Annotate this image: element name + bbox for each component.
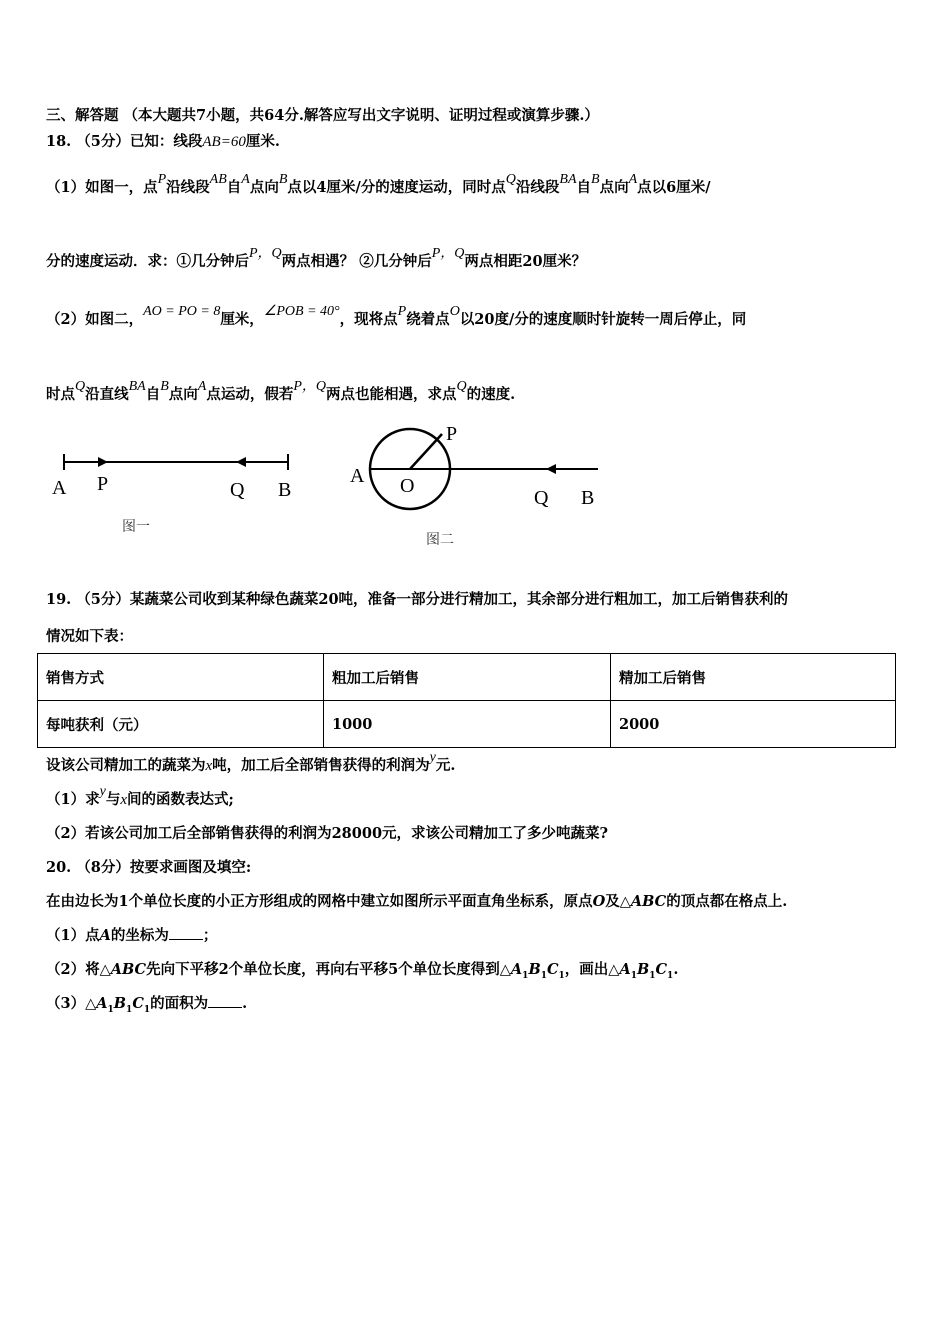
table-header-cell: 精加工后销售 — [611, 654, 896, 701]
text: 自 — [145, 386, 161, 403]
text: 点向 — [168, 386, 198, 403]
subscript: 1 — [522, 970, 529, 981]
subscript: 1 — [630, 970, 637, 981]
text: 元. — [435, 757, 456, 774]
profit-table — [37, 653, 896, 748]
var-ba: BA — [559, 172, 577, 187]
text: 点向 — [249, 179, 279, 196]
q18-part1-line1 — [46, 172, 711, 197]
var-x: x — [205, 758, 213, 774]
table-cell: 每吨获利（元） — [38, 701, 324, 748]
var-b1: B — [113, 995, 127, 1012]
var-o: O — [449, 304, 460, 319]
text: 设该公司精加工的蔬菜为 — [46, 757, 206, 774]
q18-part1-line2 — [46, 246, 587, 271]
answer-blank[interactable] — [169, 927, 203, 940]
text: 点运动，假若 — [206, 386, 294, 403]
var-abc: ABC — [630, 893, 667, 910]
text: 点以6厘米/ — [637, 179, 711, 196]
var-a1: A — [619, 961, 631, 978]
var-c1: C — [132, 995, 144, 1012]
var-y: y — [429, 750, 436, 765]
text: 沿线段 — [515, 179, 560, 196]
text: 与 — [105, 791, 121, 808]
subscript: 1 — [649, 970, 656, 981]
var-q: Q — [505, 172, 516, 187]
fig1-label-b: B — [278, 479, 292, 501]
var-b: B — [160, 379, 169, 394]
var-b1: B — [636, 961, 650, 978]
var-p: P — [157, 172, 167, 187]
var-a: A — [241, 172, 250, 187]
q18-part2-line1 — [46, 304, 747, 329]
text: . — [242, 995, 248, 1012]
text: 自 — [576, 179, 592, 196]
table-header-row — [38, 654, 896, 701]
text: 两点也能相遇，求点 — [326, 386, 457, 403]
table-cell: 1000 — [324, 701, 611, 748]
text: 自 — [226, 179, 242, 196]
text: 两点相遇？ ②几分钟后 — [281, 253, 432, 270]
table-cell: 2000 — [611, 701, 896, 748]
q18-seg-ab: AB — [202, 134, 221, 150]
fig1-label-q: Q — [230, 479, 245, 501]
eq-ao-po: AO = PO = 8 — [143, 304, 221, 319]
text: 绕着点 — [406, 311, 450, 328]
var-a: A — [197, 379, 207, 394]
var-a1: A — [510, 961, 523, 978]
text: 点向 — [599, 179, 629, 196]
text: ； — [202, 927, 218, 944]
section-header: 三、解答题 （本大题共7小题，共64分.解答应写出文字说明、证明过程或演算步骤.） — [46, 107, 599, 124]
text: 吨，加工后全部销售获得的利润为 — [212, 757, 430, 774]
table-header-cell: 销售方式 — [38, 654, 324, 701]
table-row — [38, 701, 896, 748]
q19-q2: （2）若该公司加工后全部销售获得的利润为28000元，求该公司精加工了多少吨蔬菜? — [46, 825, 609, 842]
q18-title — [46, 130, 280, 151]
fig2-label-b: B — [581, 487, 595, 509]
subscript: 1 — [126, 1004, 133, 1015]
text: 分的速度运动．求：①几分钟后 — [46, 253, 249, 270]
text: 的顶点都在格点上. — [666, 893, 788, 910]
var-o: O — [592, 893, 606, 910]
fig1-label-a: A — [52, 477, 67, 499]
text: 的速度. — [466, 386, 516, 403]
q20-title: 20. （8分）按要求画图及填空: — [46, 859, 252, 876]
text: （1）点 — [46, 927, 100, 944]
q19-line3 — [46, 750, 456, 775]
figure-one — [40, 440, 320, 550]
subscript: 1 — [143, 1004, 151, 1015]
q18-part2-line2 — [46, 379, 516, 404]
text: 以20度/分的速度顺时针旋转一周后停止，同 — [459, 311, 747, 328]
text: 先向下平移2个单位长度，再向右平移5个单位长度得到△ — [146, 961, 511, 978]
q20-intro — [46, 890, 787, 911]
text: 时点 — [46, 386, 75, 403]
var-q: Q — [75, 379, 86, 394]
text: 厘米， — [220, 311, 264, 328]
text: 的坐标为 — [110, 927, 169, 944]
text: 及△ — [605, 893, 631, 910]
figure-two — [340, 420, 620, 555]
var-ba: BA — [128, 379, 146, 394]
q18-title-text: 18. （5分）已知：线段 — [46, 133, 203, 150]
q20-q2 — [46, 958, 678, 981]
q20-q3 — [46, 992, 247, 1015]
subscript: 1 — [540, 970, 547, 981]
table-header-cell: 粗加工后销售 — [324, 654, 611, 701]
text: 间的函数表达式; — [126, 791, 234, 808]
text: 在由边长为1个单位长度的小正方形组成的网格中建立如图所示平面直角坐标系，原点 — [46, 893, 593, 910]
q19-line2: 情况如下表： — [46, 628, 133, 645]
var-ab: AB — [209, 172, 227, 187]
text: ，画出△ — [564, 961, 620, 978]
text: （2）如图二， — [46, 311, 144, 328]
var-pq: P，Q — [249, 246, 282, 261]
fig2-caption: 图二 — [426, 532, 454, 548]
text: （1）求 — [46, 791, 100, 808]
var-b: B — [278, 172, 288, 187]
var-y: y — [99, 784, 106, 799]
var-a: A — [628, 172, 638, 187]
var-x: x — [120, 792, 127, 808]
answer-blank[interactable] — [208, 995, 242, 1008]
fig2-label-q: Q — [534, 487, 549, 509]
var-q: Q — [456, 379, 467, 394]
fig2-label-p: P — [446, 423, 458, 445]
subscript: 1 — [558, 970, 565, 981]
var-a1: A — [96, 995, 108, 1012]
text: ，现将点 — [339, 311, 398, 328]
q18-eq: =60 — [220, 134, 246, 150]
subscript: 1 — [107, 1004, 114, 1015]
q19-line1: 19. （5分）某蔬菜公司收到某种绿色蔬菜20吨，准备一部分进行精加工，其余部分进行粗加工，加工后销售获利的 — [46, 591, 789, 608]
text: 沿线段 — [166, 179, 210, 196]
var-c1: C — [546, 961, 559, 978]
fig1-caption: 图一 — [122, 519, 150, 535]
text: 沿直线 — [85, 386, 129, 403]
var-pq: P，Q — [293, 379, 327, 394]
fig1-label-p: P — [97, 473, 109, 495]
var-a: A — [99, 927, 111, 944]
q20-q1 — [46, 924, 217, 945]
var-b1: B — [528, 961, 541, 978]
text: （2）将△ — [46, 961, 111, 978]
fig2-label-a: A — [350, 465, 365, 487]
var-pq: P，Q — [431, 246, 465, 261]
text: 两点相距20厘米？ — [464, 253, 587, 270]
var-abc: ABC — [110, 961, 147, 978]
fig2-label-o: O — [400, 475, 415, 497]
eq-angle-pob: ∠POB = 40° — [263, 304, 340, 319]
text: 的面积为 — [150, 995, 209, 1012]
var-p: P — [397, 304, 407, 319]
var-b: B — [591, 172, 600, 187]
text: 点以4厘米/分的速度运动，同时点 — [287, 179, 506, 196]
text: . — [673, 961, 679, 978]
subscript: 1 — [667, 970, 674, 981]
var-c1: C — [655, 961, 668, 978]
q19-q1 — [46, 784, 234, 809]
q18-unit: 厘米. — [245, 133, 280, 150]
text: （1）如图一，点 — [46, 179, 158, 196]
text: （3）△ — [46, 995, 97, 1012]
